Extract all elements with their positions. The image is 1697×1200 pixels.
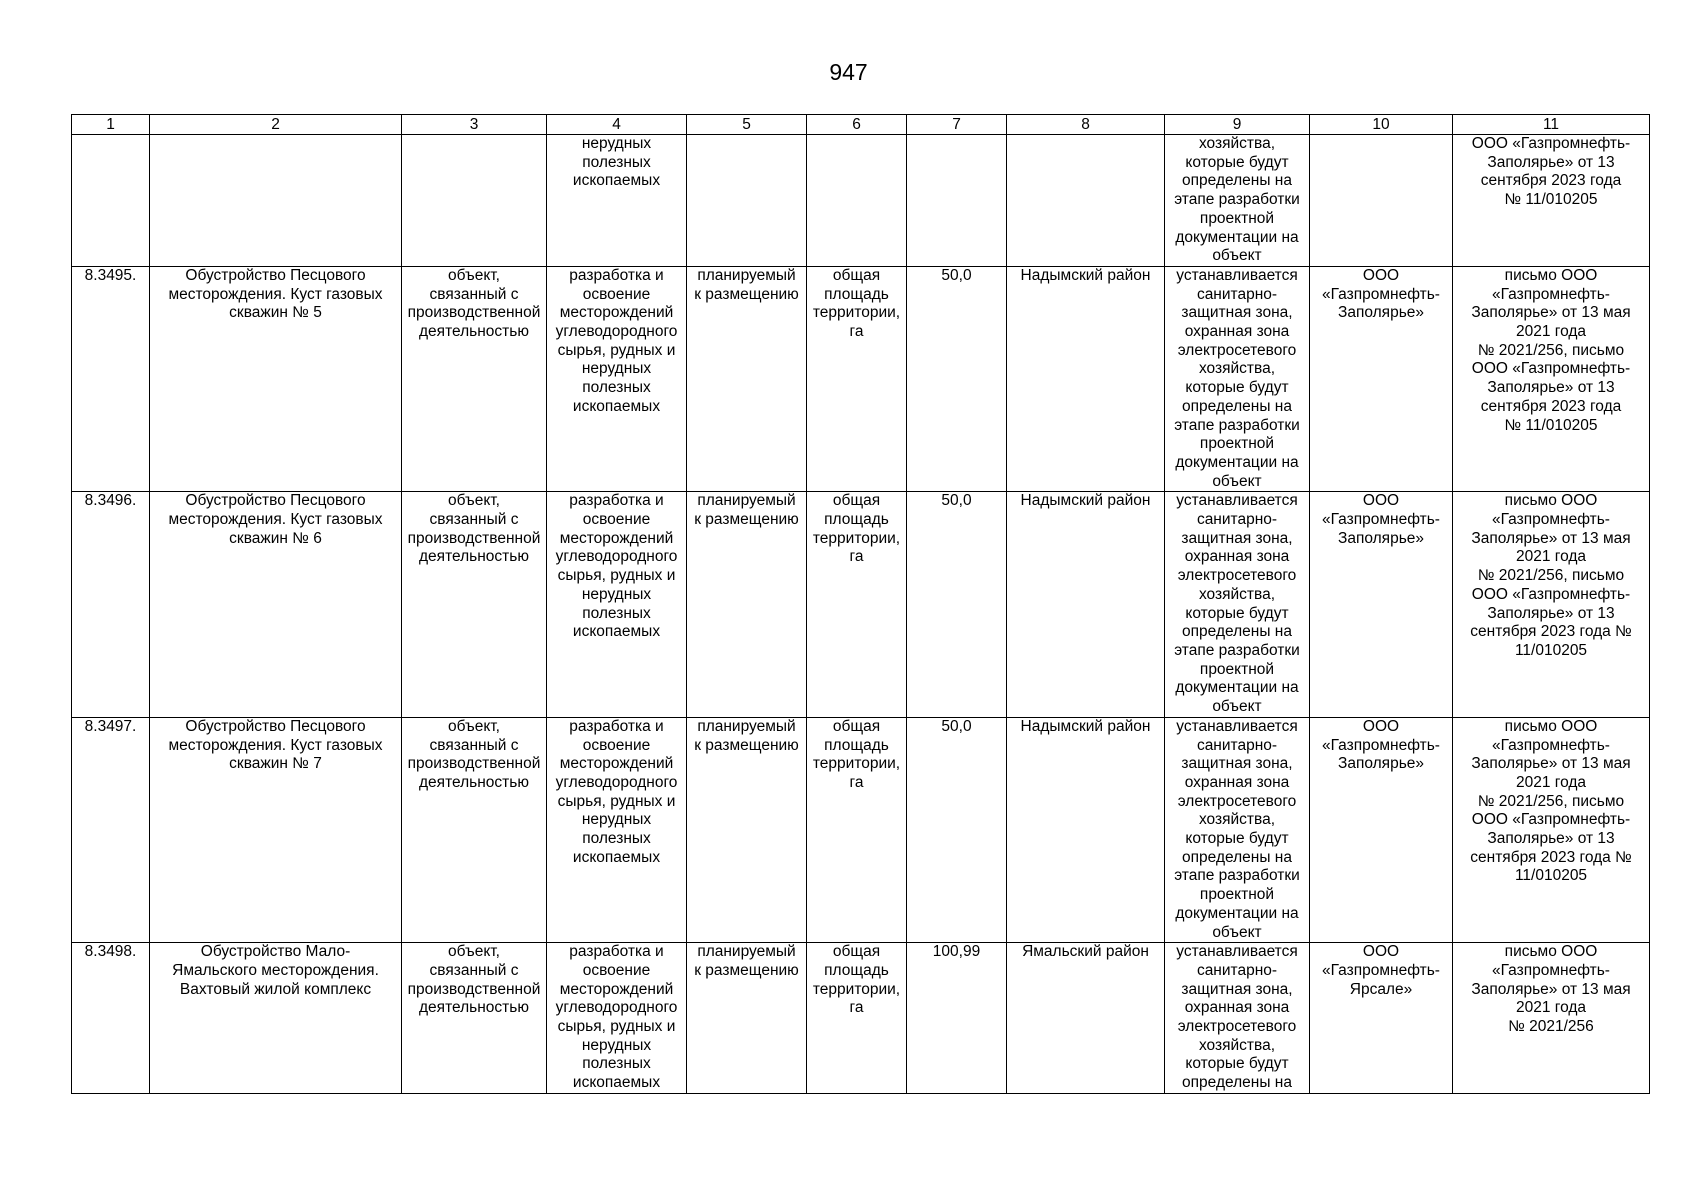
characteristic: общая площадь территории, га — [807, 717, 907, 942]
object-purpose: нерудных полезных ископаемых — [547, 135, 687, 267]
page-number: 947 — [829, 59, 868, 85]
zone-info: устанавливается санитарно- защитная зона, охранная зона электросетевого хозяйства, которые будут определены на этапе разработки проектной документации на объект — [1165, 266, 1310, 491]
column-header: 7 — [907, 115, 1007, 135]
object-purpose: разработка и освоение месторождений углеводородного сырья, рудных и нерудных полезных ископаемых — [547, 943, 687, 1094]
row-number: 8.3495. — [72, 266, 150, 491]
column-header: 1 — [72, 115, 150, 135]
row-number — [72, 135, 150, 267]
object-name: Обустройство Мало- Ямальского месторождения. Вахтовый жилой комплекс — [150, 943, 402, 1094]
basis-document: письмо ООО «Газпромнефть- Заполярье» от 13 мая 2021 года № 2021/256 — [1453, 943, 1650, 1094]
zone-info: устанавливается санитарно- защитная зона, охранная зона электросетевого хозяйства, которые будут определены на этапе разработки проектной документации на объект — [1165, 717, 1310, 942]
object-status: планируемый к размещению — [687, 943, 807, 1094]
location: Надымский район — [1007, 492, 1165, 717]
characteristic-value — [907, 135, 1007, 267]
basis-document: письмо ООО «Газпромнефть- Заполярье» от 13 мая 2021 года № 2021/256, письмо ООО «Газпромнефть- Заполярье» от 13 сентября 2023 года № 11/010205 — [1453, 717, 1650, 942]
column-number-row — [72, 115, 1650, 135]
location: Ямальский район — [1007, 943, 1165, 1094]
characteristic: общая площадь территории, га — [807, 492, 907, 717]
organization: ООО «Газпромнефть- Заполярье» — [1310, 492, 1453, 717]
column-header: 8 — [1007, 115, 1165, 135]
zone-info: устанавливается санитарно- защитная зона, охранная зона электросетевого хозяйства, которые будут определены на — [1165, 943, 1310, 1094]
object-purpose: разработка и освоение месторождений углеводородного сырья, рудных и нерудных полезных ископаемых — [547, 492, 687, 717]
object-status: планируемый к размещению — [687, 266, 807, 491]
column-header: 5 — [687, 115, 807, 135]
characteristic-value: 50,0 — [907, 717, 1007, 942]
object-type: объект, связанный с производственной деятельностью — [402, 943, 547, 1094]
column-header: 9 — [1165, 115, 1310, 135]
table-row — [72, 717, 1650, 942]
basis-document: ООО «Газпромнефть- Заполярье» от 13 сентября 2023 года № 11/010205 — [1453, 135, 1650, 267]
row-number: 8.3498. — [72, 943, 150, 1094]
organization: ООО «Газпромнефть- Заполярье» — [1310, 266, 1453, 491]
object-name: Обустройство Песцового месторождения. Куст газовых скважин № 7 — [150, 717, 402, 942]
object-status: планируемый к размещению — [687, 717, 807, 942]
row-number: 8.3496. — [72, 492, 150, 717]
basis-document: письмо ООО «Газпромнефть- Заполярье» от 13 мая 2021 года № 2021/256, письмо ООО «Газпромнефть- Заполярье» от 13 сентября 2023 года № 11/010205 — [1453, 492, 1650, 717]
column-header: 10 — [1310, 115, 1453, 135]
register-table — [71, 114, 1650, 1094]
characteristic — [807, 135, 907, 267]
characteristic-value: 50,0 — [907, 266, 1007, 491]
characteristic: общая площадь территории, га — [807, 266, 907, 491]
object-type — [402, 135, 547, 267]
characteristic-value: 100,99 — [907, 943, 1007, 1094]
location — [1007, 135, 1165, 267]
location: Надымский район — [1007, 266, 1165, 491]
row-number: 8.3497. — [72, 717, 150, 942]
column-header: 4 — [547, 115, 687, 135]
object-status — [687, 135, 807, 267]
column-header: 11 — [1453, 115, 1650, 135]
column-header: 6 — [807, 115, 907, 135]
object-purpose: разработка и освоение месторождений углеводородного сырья, рудных и нерудных полезных ископаемых — [547, 717, 687, 942]
object-name: Обустройство Песцового месторождения. Куст газовых скважин № 6 — [150, 492, 402, 717]
object-type: объект, связанный с производственной деятельностью — [402, 266, 547, 491]
object-name: Обустройство Песцового месторождения. Куст газовых скважин № 5 — [150, 266, 402, 491]
object-name — [150, 135, 402, 267]
characteristic-value: 50,0 — [907, 492, 1007, 717]
characteristic: общая площадь территории, га — [807, 943, 907, 1094]
zone-info: хозяйства, которые будут определены на этапе разработки проектной документации на объект — [1165, 135, 1310, 267]
column-header: 2 — [150, 115, 402, 135]
location: Надымский район — [1007, 717, 1165, 942]
object-type: объект, связанный с производственной деятельностью — [402, 492, 547, 717]
table-row — [72, 266, 1650, 491]
table-row — [72, 943, 1650, 1094]
basis-document: письмо ООО «Газпромнефть- Заполярье» от 13 мая 2021 года № 2021/256, письмо ООО «Газпромнефть- Заполярье» от 13 сентября 2023 года № 11/010205 — [1453, 266, 1650, 491]
table-row — [72, 492, 1650, 717]
organization: ООО «Газпромнефть- Заполярье» — [1310, 717, 1453, 942]
object-type: объект, связанный с производственной деятельностью — [402, 717, 547, 942]
table-row — [72, 135, 1650, 267]
organization — [1310, 135, 1453, 267]
object-purpose: разработка и освоение месторождений углеводородного сырья, рудных и нерудных полезных ископаемых — [547, 266, 687, 491]
zone-info: устанавливается санитарно- защитная зона, охранная зона электросетевого хозяйства, которые будут определены на этапе разработки проектной документации на объект — [1165, 492, 1310, 717]
organization: ООО «Газпромнефть- Ярсале» — [1310, 943, 1453, 1094]
object-status: планируемый к размещению — [687, 492, 807, 717]
column-header: 3 — [402, 115, 547, 135]
